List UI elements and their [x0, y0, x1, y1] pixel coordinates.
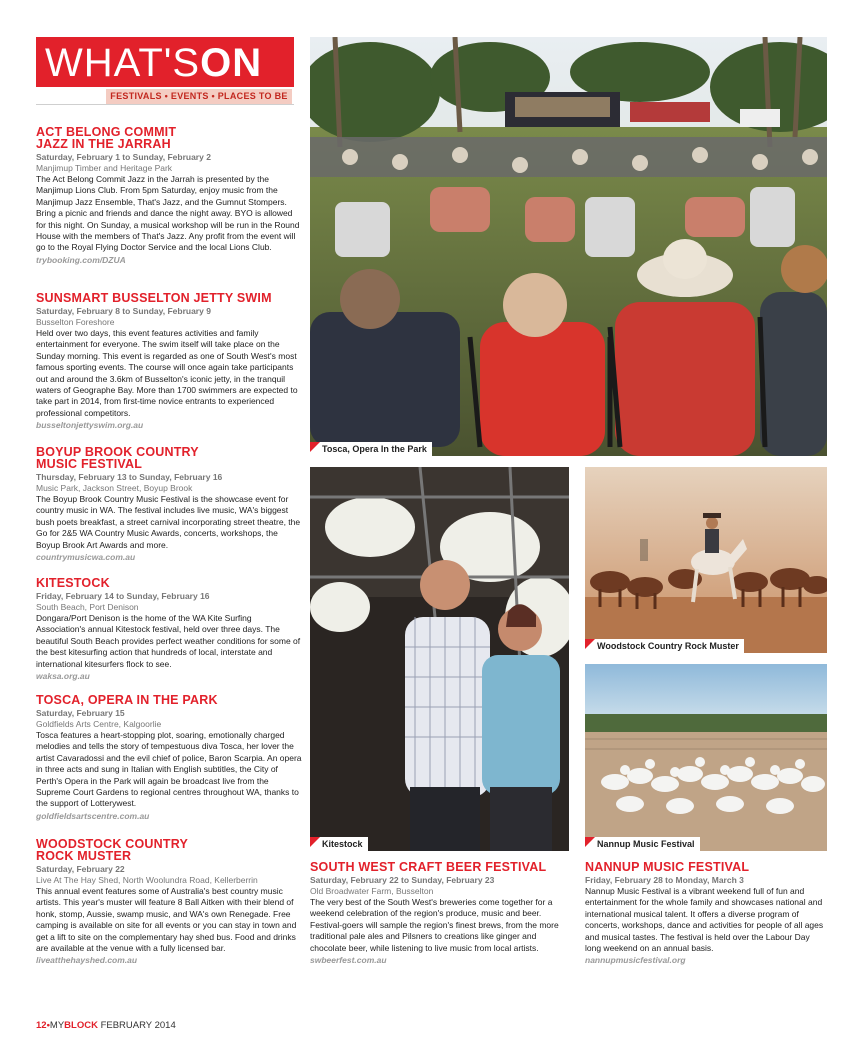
kitestock-photo: [310, 467, 569, 851]
nannup-caption: [585, 837, 700, 851]
page-footer: [36, 1020, 176, 1031]
masthead-banner: [36, 37, 294, 87]
caption-text: Kitestock: [322, 839, 363, 849]
event-body: This annual event features some of Australia's best country music artists. This year's muster will feature 8 Ball Aitken with their blend of honk, stomp, Aussie, swamp music, and WA's own Renegade. Free camping is available on site for all events or you can stay in town and get a lift to site on the complementary hay shed bus. Food and drinks are available at the venue with a fully licensed bar.: [36, 886, 297, 954]
issue-date: FEBRUARY 2014: [100, 1020, 176, 1031]
tosca-photo: [310, 37, 827, 456]
event-date: Saturday, February 8 to Sunday, February 9: [36, 306, 211, 316]
event-body: The Act Belong Commit Jazz in the Jarrah is presented by the Manjimup Lions Club. From 5pm Saturday, enjoy music from the Manjimup Jazz Ensemble, That's Jazz, and the Gumnut Stompers. Bring a picnic and friends and dance the night away. BYO is allowed for this night. On Sunday, a musical workshop will be run in the Round House with the members of That's Jazz. Any profit from the event will go to the Royal Flying Doctor Service and the local Lions Club.: [36, 174, 300, 253]
page-number: 12: [36, 1020, 47, 1031]
event-venue: South Beach, Port Denison: [36, 602, 139, 612]
nannup-photo: [585, 664, 827, 851]
event-link[interactable]: waksa.org.au: [36, 671, 90, 682]
event-date: Thursday, February 13 to Sunday, February 16: [36, 472, 223, 482]
caption-text: Tosca, Opera In the Park: [322, 444, 427, 454]
event-woodstock: [36, 838, 302, 966]
caption-text: Woodstock Country Rock Muster: [597, 641, 739, 651]
event-kitestock: [36, 577, 302, 682]
kitestock-caption: [310, 837, 368, 851]
event-title: ACT BELONG COMMIT JAZZ IN THE JARRAH: [36, 125, 177, 151]
event-body: The Boyup Brook Country Music Festival is the showcase event for country music in WA. The festival includes live music, WA's biggest bush poets breakfast, a street carnival incorporating street theatre, the Go for 2&5 WA Country Music Awards, concerts, workshops, the Boyup Brook Art Awards and more.: [36, 494, 301, 550]
event-link[interactable]: swbeerfest.com.au: [310, 955, 387, 966]
event-title: KITESTOCK: [36, 576, 110, 590]
caption-text: Nannup Music Festival: [597, 839, 695, 849]
event-venue: Live At The Hay Shed, North Woolundra Road, Kellerberrin: [36, 875, 258, 885]
event-date: Saturday, February 22 to Sunday, February 23: [310, 875, 495, 885]
tosca-photo-image: [310, 37, 827, 456]
event-craft-beer: [310, 861, 569, 966]
event-link[interactable]: trybooking.com/DZUA: [36, 254, 126, 265]
event-title: SUNSMART BUSSELTON JETTY SWIM: [36, 291, 272, 305]
woodstock-photo: [585, 467, 827, 653]
event-body: Tosca features a heart-stopping plot, soaring, emotionally charged melodies and tells the story of tempestuous diva Tosca, her lover the artist Cavaradossi and the evil chief of police, Baron Scarpia. An opera in three acts and sung in Italian with English subtitles, the City of Perth's Opera in the Park will again be broadcast live from the Supreme Court Gardens to regional centres throughout WA, thanks to the support of Lotterywest.: [36, 730, 302, 809]
tosca-caption: [310, 442, 432, 456]
event-venue: Music Park, Jackson Street, Boyup Brook: [36, 483, 193, 493]
caption-marker: [585, 639, 595, 649]
masthead-title: [45, 41, 262, 86]
woodstock-caption: [585, 639, 744, 653]
event-title: NANNUP MUSIC FESTIVAL: [585, 860, 750, 874]
event-date: Saturday, February 1 to Sunday, February 2: [36, 152, 211, 162]
caption-marker: [585, 837, 595, 847]
divider: [36, 104, 294, 105]
event-link[interactable]: countrymusicwa.com.au: [36, 552, 136, 563]
masthead-subtitle: FESTIVALS • EVENTS • PLACES TO BE: [106, 89, 292, 104]
event-link[interactable]: nannupmusicfestival.org: [585, 955, 686, 966]
event-venue: Goldfields Arts Centre, Kalgoorlie: [36, 719, 162, 729]
brand-block: BLOCK: [64, 1020, 98, 1031]
event-link[interactable]: liveatthehayshed.com.au: [36, 955, 138, 966]
event-body: The very best of the South West's breweries come together for a weekend celebration of the region's produce, music and beer. Festival-goers will sample the region's finest brews, from the more traditional pale ales and Pilsners to creations like ginger and chocolate beer, while listening to live music from local artists.: [310, 897, 559, 953]
event-link[interactable]: busseltonjettyswim.org.au: [36, 420, 144, 431]
masthead-on: ON: [200, 41, 263, 85]
footer-bullet: •: [46, 1020, 50, 1031]
event-tosca: [36, 694, 302, 822]
event-venue: Old Broadwater Farm, Busselton: [310, 886, 434, 896]
event-venue: Manjimup Timber and Heritage Park: [36, 163, 173, 173]
event-date: Friday, February 14 to Sunday, February 16: [36, 591, 210, 601]
event-nannup: [585, 861, 827, 966]
brand-my: MY: [49, 1020, 65, 1031]
masthead-what: WHAT'S: [45, 41, 201, 85]
event-boyup-brook: [36, 446, 302, 563]
event-venue: Busselton Foreshore: [36, 317, 115, 327]
event-date: Saturday, February 22: [36, 864, 125, 874]
caption-marker: [310, 442, 320, 452]
event-jazz-in-the-jarrah: [36, 126, 302, 266]
event-title: SOUTH WEST CRAFT BEER FESTIVAL: [310, 860, 547, 874]
kitestock-photo-image: [310, 467, 569, 851]
woodstock-photo-image: [585, 467, 827, 653]
event-date: Saturday, February 15: [36, 708, 125, 718]
event-title: TOSCA, OPERA IN THE PARK: [36, 693, 218, 707]
event-body: Nannup Music Festival is a vibrant weekend full of fun and entertainment for the whole family and showcases national and international musical talent. It offers a diverse program of concerts, workshops, dance and activities for people of all ages and musical tastes. The festival is held over the Labour Day long weekend on an annual basis.: [585, 886, 824, 954]
caption-marker: [310, 837, 320, 847]
event-date: Friday, February 28 to Monday, March 3: [585, 875, 744, 885]
event-body: Dongara/Port Denison is the home of the WA Kite Surfing Association's annual Kitestock festival, held over three days. The beautiful South Beach provides perfect weather conditions for some of the best kitesurfing action that hundreds of local, interstate and international kitesurfers flock to see.: [36, 613, 301, 669]
event-title: BOYUP BROOK COUNTRY MUSIC FESTIVAL: [36, 445, 199, 471]
nannup-photo-image: [585, 664, 827, 851]
event-jetty-swim: [36, 292, 302, 431]
event-body: Held over two days, this event features activities and family entertainment for everyone. The swim itself will take place on the Sunday morning. This event is regarded as one of South West's most famous sporting events. The course will once again take participants out and around the 3.6km of Busselton's iconic jetty, in the tranquil waters of Geographe Bay. More than 1700 swimmers are expected to take part in 2014, from first-time novice entrants to experienced professional competitors.: [36, 328, 298, 418]
event-title: WOODSTOCK COUNTRY ROCK MUSTER: [36, 837, 188, 863]
event-link[interactable]: goldfieldsartscentre.com.au: [36, 810, 150, 821]
